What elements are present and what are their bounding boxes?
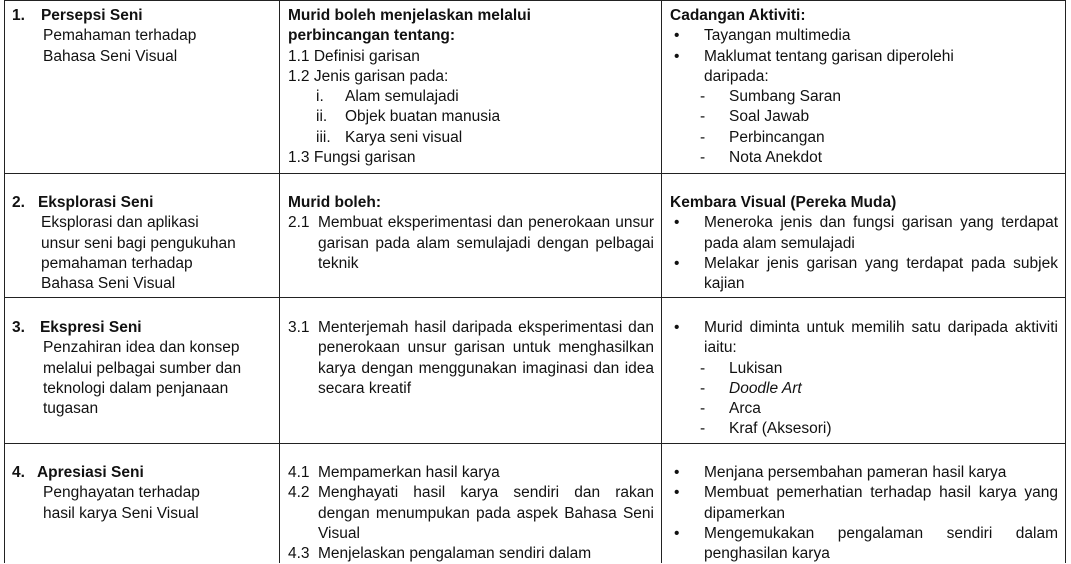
table-border-left xyxy=(4,0,5,563)
item-number: 3.1 xyxy=(288,319,310,336)
dash-icon: - xyxy=(700,88,706,106)
row-4-col-1 xyxy=(12,463,274,524)
bullet-item xyxy=(670,254,1058,295)
row-4-col-3 xyxy=(670,463,1058,564)
heading-line: Murid boleh: xyxy=(288,194,381,211)
dash-text: Soal Jawab xyxy=(729,108,810,126)
item-number: 4.3 xyxy=(288,545,310,563)
row-desc-line: hasil karya Seni Visual xyxy=(43,504,199,522)
row-border-1 xyxy=(4,173,1066,174)
bullet-item xyxy=(670,26,1058,46)
row-desc-line: Penghayatan terhadap xyxy=(43,484,200,502)
row-number: 2. xyxy=(12,194,25,211)
bullet-icon: • xyxy=(674,27,680,45)
sub-item xyxy=(288,87,656,107)
dash-text: Sumbang Saran xyxy=(729,88,842,106)
bullet-text: Tayangan multimedia xyxy=(704,27,851,45)
sub-item-text: Karya seni visual xyxy=(345,128,463,146)
dash-item xyxy=(670,379,1058,399)
row-4-col-2 xyxy=(288,463,654,564)
row-3-col-1 xyxy=(12,318,274,419)
dash-icon: - xyxy=(700,379,706,397)
bullet-text: Murid diminta untuk memilih satu daripada aktiviti iaitu: xyxy=(704,319,1058,357)
row-number: 1. xyxy=(12,7,25,24)
item-text: Menterjemah hasil daripada eksperimentasi dan penerokaan unsur garisan untuk menghasilkan karya dengan menggunakan imaginasi dan idea secara kreatif xyxy=(318,319,654,397)
row-3-col-2 xyxy=(288,318,654,399)
column-divider-2 xyxy=(661,0,662,563)
sub-item xyxy=(288,107,656,127)
bullet-icon: • xyxy=(674,254,680,272)
row-desc-line: unsur seni bagi pengukuhan xyxy=(41,234,236,252)
row-1-col-3 xyxy=(670,6,1058,168)
roman-marker: iii. xyxy=(316,128,331,146)
dash-icon: - xyxy=(700,108,706,126)
table-border-right xyxy=(1065,0,1066,563)
item-number: 4.1 xyxy=(288,464,310,481)
list-item: 1.2 Jenis garisan pada: xyxy=(288,67,449,85)
bullet-icon: • xyxy=(674,464,680,481)
dash-item xyxy=(670,399,1058,419)
item-text: Menghayati hasil karya sendiri dan rakan dengan menumpukan pada aspek Bahasa Seni Visual xyxy=(318,484,654,542)
bullet-text: Melakar jenis garisan yang terdapat pada subjek kajian xyxy=(704,254,1058,293)
numbered-item xyxy=(288,213,654,274)
row-1-col-1 xyxy=(12,6,274,67)
sub-item-text: Objek buatan manusia xyxy=(345,108,501,126)
dash-item xyxy=(670,128,1058,148)
dash-text: Doodle Art xyxy=(729,379,802,397)
row-border-top xyxy=(4,0,1066,1)
bullet-item xyxy=(670,463,1058,483)
heading-line: perbincangan tentang: xyxy=(288,27,456,45)
sub-item xyxy=(288,128,656,148)
heading-line: Murid boleh menjelaskan melalui xyxy=(288,7,531,24)
roman-marker: i. xyxy=(316,88,324,106)
bullet-text: Membuat pemerhatian terhadap hasil karya yang dipamerkan xyxy=(704,484,1058,522)
item-text: Mempamerkan hasil karya xyxy=(318,464,500,481)
dash-icon: - xyxy=(700,128,706,146)
column-divider-1 xyxy=(279,0,280,563)
row-desc-line: melalui pelbagai sumber dan xyxy=(43,359,242,377)
dash-text: Kraf (Aksesori) xyxy=(729,420,832,438)
item-text: Menjelaskan pengalaman sendiri dalam xyxy=(318,545,592,563)
bullet-item xyxy=(670,524,1058,564)
bullet-icon: • xyxy=(674,319,680,336)
dash-item xyxy=(670,359,1058,379)
dash-icon: - xyxy=(700,400,706,418)
row-desc-line: Penzahiran idea dan konsep xyxy=(43,339,240,357)
row-desc-line: Bahasa Seni Visual xyxy=(41,275,176,293)
bullet-item xyxy=(670,318,1058,359)
dash-item xyxy=(670,107,1058,127)
dash-text: Nota Anekdot xyxy=(729,149,823,167)
row-number: 3. xyxy=(12,319,25,336)
row-2-col-3 xyxy=(670,193,1058,294)
dash-text: Perbincangan xyxy=(729,128,825,146)
bullet-item xyxy=(670,47,1058,88)
bullet-icon: • xyxy=(674,47,680,65)
dash-item xyxy=(670,419,1058,439)
row-number: 4. xyxy=(12,464,25,481)
numbered-item xyxy=(288,463,654,483)
list-item: 1.3 Fungsi garisan xyxy=(288,149,416,167)
heading-line: Kembara Visual (Pereka Muda) xyxy=(670,194,897,211)
row-title: Apresiasi Seni xyxy=(36,464,144,481)
numbered-item xyxy=(288,544,654,564)
row-title: Ekspresi Seni xyxy=(39,319,142,336)
row-2-col-2 xyxy=(288,193,654,274)
roman-marker: ii. xyxy=(316,108,328,126)
row-title: Eksplorasi Seni xyxy=(37,194,154,211)
row-desc-line: Bahasa Seni Visual xyxy=(43,47,178,65)
bullet-icon: • xyxy=(674,484,680,502)
item-number: 2.1 xyxy=(288,214,310,232)
item-text: Membuat eksperimentasi dan penerokaan unsur garisan pada alam semulajadi dengan pelbagai teknik xyxy=(318,214,654,272)
bullet-text: Menjana persembahan pameran hasil karya xyxy=(704,464,1007,481)
row-desc-line: Pemahaman terhadap xyxy=(43,27,197,45)
row-desc-line: tugasan xyxy=(43,400,99,418)
bullet-icon: • xyxy=(674,524,680,542)
list-item: 1.1 Definisi garisan xyxy=(288,47,420,65)
row-3-col-3 xyxy=(670,318,1058,440)
bullet-item xyxy=(670,483,1058,524)
dash-icon: - xyxy=(700,420,706,438)
dash-icon: - xyxy=(700,149,706,167)
row-desc-line: Eksplorasi dan aplikasi xyxy=(41,214,199,232)
sub-item-text: Alam semulajadi xyxy=(345,88,459,106)
numbered-item xyxy=(288,483,654,544)
row-desc-line: pemahaman terhadap xyxy=(41,254,193,272)
bullet-text: Meneroka jenis dan fungsi garisan yang terdapat pada alam semulajadi xyxy=(704,214,1058,252)
item-number: 4.2 xyxy=(288,484,310,502)
numbered-item xyxy=(288,318,654,399)
row-border-2 xyxy=(4,297,1066,298)
dash-item xyxy=(670,87,1058,107)
dash-icon: - xyxy=(700,359,706,377)
row-title: Persepsi Seni xyxy=(40,7,143,24)
dash-text: Lukisan xyxy=(729,359,783,377)
dash-item xyxy=(670,148,1058,168)
bullet-icon: • xyxy=(674,214,680,232)
row-desc-line: teknologi dalam penjanaan xyxy=(43,379,229,397)
heading-line: Cadangan Aktiviti: xyxy=(670,7,806,24)
dash-text: Arca xyxy=(729,400,761,418)
bullet-text: Mengemukakan pengalaman sendiri dalam penghasilan karya xyxy=(704,524,1058,563)
row-1-col-2 xyxy=(288,6,656,168)
bullet-text: Maklumat tentang garisan diperolehi daripada: xyxy=(704,47,954,85)
bullet-item xyxy=(670,213,1058,254)
row-2-col-1 xyxy=(12,193,274,294)
row-border-3 xyxy=(4,443,1066,444)
